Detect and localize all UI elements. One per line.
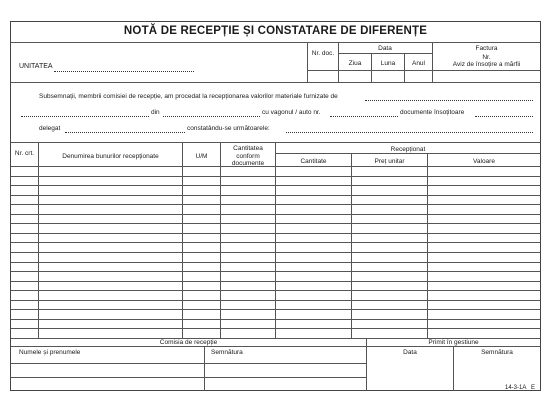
cantitate-cell[interactable] [277, 224, 351, 232]
pret-unitar-cell[interactable] [353, 186, 427, 194]
nr-crt-cell[interactable] [12, 167, 38, 175]
luna-label: Luna [380, 60, 396, 67]
cantitate-cell[interactable] [277, 205, 351, 213]
cantitatea-cell[interactable] [222, 291, 275, 299]
valoare-cell[interactable] [429, 329, 539, 337]
valoare-cell[interactable] [429, 243, 539, 251]
valoare-cell[interactable] [429, 310, 539, 318]
pret-unitar-cell[interactable] [353, 291, 427, 299]
valoare-cell[interactable] [429, 291, 539, 299]
nr-crt-cell[interactable] [12, 310, 38, 318]
valoare-cell[interactable] [429, 196, 539, 204]
valoare-cell[interactable] [429, 282, 539, 290]
anul-field[interactable] [405, 71, 432, 81]
nr-crt-cell[interactable] [12, 186, 38, 194]
form-title: NOTĂ DE RECEPȚIE ȘI CONSTATARE DE DIFERENȚE [123, 25, 428, 37]
nr-crt-cell[interactable] [12, 329, 38, 337]
denumirea-cell[interactable] [40, 282, 182, 290]
pret-unitar-cell[interactable] [353, 224, 427, 232]
valoare-cell[interactable] [429, 301, 539, 309]
statement-line1: Subsemnații, membrii comisiei de recepție, am procedat la recepționarea valorilor materiale furnizate de [39, 93, 338, 100]
um-header: U/M [195, 153, 208, 160]
nr-crt-cell[interactable] [12, 177, 38, 185]
nr-doc-label: Nr. doc. [311, 50, 335, 57]
title-divider [11, 42, 540, 43]
comisie-signatures-field[interactable] [205, 357, 365, 390]
furnizor-field[interactable] [365, 100, 533, 101]
cantitatea-cell[interactable] [222, 272, 275, 280]
primit-data-label: Data [403, 349, 417, 356]
nr-crt-cell[interactable] [12, 234, 38, 242]
nr-crt-header: Nr. crt. [14, 150, 35, 157]
denumirea-cell[interactable] [40, 329, 182, 337]
nr-crt-cell[interactable] [12, 320, 38, 328]
cantitate-cell[interactable] [277, 310, 351, 318]
um-cell[interactable] [184, 167, 220, 175]
cantitate-cell[interactable] [277, 234, 351, 242]
primit-data-field[interactable] [367, 357, 452, 390]
cantitate-header: Cantitate [300, 158, 327, 165]
um-cell[interactable] [184, 282, 220, 290]
receptionat-header: Recepționat [390, 146, 426, 153]
anul-label: Anul [411, 60, 425, 67]
cantitatea-cell[interactable] [222, 301, 275, 309]
denumirea-cell[interactable] [40, 186, 182, 194]
cantitate-cell[interactable] [277, 186, 351, 194]
cantitatea-cell[interactable] [222, 282, 275, 290]
numele-label: Numele și prenumele [19, 349, 81, 356]
unitatea-label: UNITATEA [19, 63, 53, 70]
pret-unitar-cell[interactable] [353, 301, 427, 309]
nr-crt-cell[interactable] [12, 263, 38, 271]
semnatura-label: Semnătura [211, 349, 243, 356]
pret-unitar-cell[interactable] [353, 282, 427, 290]
factura-label: Factura [475, 45, 498, 52]
valoare-cell[interactable] [429, 272, 539, 280]
factura-nr-label: Nr. [482, 54, 491, 61]
ziua-label: Ziua [348, 60, 362, 67]
pret-unitar-cell[interactable] [353, 329, 427, 337]
pret-unitar-cell[interactable] [353, 215, 427, 223]
cantitate-cell[interactable] [277, 177, 351, 185]
ziua-field[interactable] [339, 71, 371, 81]
pret-unitar-cell[interactable] [353, 243, 427, 251]
denumirea-cell[interactable] [40, 301, 182, 309]
form-code-suffix: E [531, 385, 536, 391]
documente-field[interactable] [475, 116, 533, 117]
aviz-label: Aviz de însoțire a mărfii [452, 61, 521, 68]
denumirea-cell[interactable] [40, 243, 182, 251]
cantitate-cell[interactable] [277, 196, 351, 204]
cantitatea-header: Cantitatea conform documente [231, 145, 265, 167]
pret-unitar-cell[interactable] [353, 205, 427, 213]
um-cell[interactable] [184, 186, 220, 194]
um-cell[interactable] [184, 263, 220, 271]
nr-crt-cell[interactable] [12, 272, 38, 280]
reception-note-form [10, 21, 541, 391]
valoare-header: Valoare [473, 158, 495, 165]
pret-unitar-cell[interactable] [353, 196, 427, 204]
nr-crt-cell[interactable] [12, 282, 38, 290]
denumirea-cell[interactable] [40, 196, 182, 204]
cantitate-cell[interactable] [277, 253, 351, 261]
pret-unitar-cell[interactable] [353, 234, 427, 242]
nr-crt-cell[interactable] [12, 291, 38, 299]
denumirea-cell[interactable] [40, 215, 182, 223]
valoare-cell[interactable] [429, 167, 539, 175]
vagon-label: cu vagonul / auto nr. [262, 109, 321, 116]
cantitatea-cell[interactable] [222, 243, 275, 251]
valoare-cell[interactable] [429, 215, 539, 223]
valoare-cell[interactable] [429, 253, 539, 261]
documente-label: documente însoțitoare [400, 109, 465, 116]
um-cell[interactable] [184, 310, 220, 318]
um-cell[interactable] [184, 215, 220, 223]
pret-unitar-cell[interactable] [353, 167, 427, 175]
cantitate-cell[interactable] [277, 301, 351, 309]
pret-unitar-cell[interactable] [353, 320, 427, 328]
nr-crt-cell[interactable] [12, 196, 38, 204]
pret-unitar-cell[interactable] [353, 177, 427, 185]
nr-crt-cell[interactable] [12, 205, 38, 213]
nr-crt-cell[interactable] [12, 224, 38, 232]
primit-semnatura-label: Semnătura [481, 349, 513, 356]
cantitate-cell[interactable] [277, 320, 351, 328]
nr-crt-cell[interactable] [12, 301, 38, 309]
pret-unitar-cell[interactable] [353, 272, 427, 280]
header-bottom-line [11, 82, 540, 83]
um-cell[interactable] [184, 177, 220, 185]
um-cell[interactable] [184, 272, 220, 280]
um-cell[interactable] [184, 291, 220, 299]
cantitatea-cell[interactable] [222, 310, 275, 318]
cantitatea-cell[interactable] [222, 263, 275, 271]
din-label: din [151, 109, 160, 116]
nr-crt-cell[interactable] [12, 243, 38, 251]
denumirea-cell[interactable] [40, 320, 182, 328]
pret-unitar-cell[interactable] [353, 253, 427, 261]
denumirea-cell[interactable] [40, 234, 182, 242]
denumirea-cell[interactable] [40, 167, 182, 175]
factura-field[interactable] [433, 71, 540, 81]
cantitatea-cell[interactable] [222, 234, 275, 242]
um-cell[interactable] [184, 243, 220, 251]
cantitate-cell[interactable] [277, 215, 351, 223]
denumirea-header: Denumirea bunurilor recepționate [62, 153, 159, 160]
valoare-cell[interactable] [429, 205, 539, 213]
furnizor-continued-field[interactable] [21, 116, 149, 117]
cantitatea-cell[interactable] [222, 253, 275, 261]
cantitatea-cell[interactable] [222, 196, 275, 204]
um-cell[interactable] [184, 224, 220, 232]
cantitate-cell[interactable] [277, 329, 351, 337]
cantitatea-cell[interactable] [222, 320, 275, 328]
vagon-field[interactable] [330, 116, 398, 117]
delegat-field[interactable] [65, 132, 185, 133]
cantitate-cell[interactable] [277, 243, 351, 251]
um-cell[interactable] [184, 320, 220, 328]
denumirea-cell[interactable] [40, 224, 182, 232]
um-cell[interactable] [184, 329, 220, 337]
cantitate-cell[interactable] [277, 167, 351, 175]
denumirea-cell[interactable] [40, 205, 182, 213]
primit-label: Primit în gestiune [428, 339, 479, 346]
denumirea-cell[interactable] [40, 272, 182, 280]
nr-crt-cell[interactable] [12, 215, 38, 223]
cantitatea-cell[interactable] [222, 215, 275, 223]
nr-crt-cell[interactable] [12, 253, 38, 261]
cantitate-cell[interactable] [277, 282, 351, 290]
denumirea-cell[interactable] [40, 291, 182, 299]
din-field[interactable] [163, 116, 260, 117]
denumirea-cell[interactable] [40, 263, 182, 271]
valoare-cell[interactable] [429, 263, 539, 271]
um-cell[interactable] [184, 196, 220, 204]
unitatea-field[interactable] [54, 71, 194, 72]
cantitatea-cell[interactable] [222, 167, 275, 175]
nr-doc-field[interactable] [308, 71, 338, 81]
um-cell[interactable] [184, 301, 220, 309]
cantitatea-cell[interactable] [222, 329, 275, 337]
um-cell[interactable] [184, 205, 220, 213]
valoare-cell[interactable] [429, 320, 539, 328]
cantitatea-cell[interactable] [222, 205, 275, 213]
pret-unitar-header: Preț unitar [374, 158, 405, 165]
cantitate-cell[interactable] [277, 263, 351, 271]
cantitatea-cell[interactable] [222, 186, 275, 194]
pret-unitar-cell[interactable] [353, 310, 427, 318]
constatari-field[interactable] [286, 132, 533, 133]
data-label: Data [378, 45, 392, 52]
valoare-cell[interactable] [429, 234, 539, 242]
constatand-label: constatându-se următoarele: [187, 125, 270, 132]
valoare-cell[interactable] [429, 186, 539, 194]
denumirea-cell[interactable] [40, 177, 182, 185]
denumirea-cell[interactable] [40, 310, 182, 318]
um-cell[interactable] [184, 234, 220, 242]
comisia-label: Comisia de recepție [159, 339, 218, 346]
valoare-cell[interactable] [429, 224, 539, 232]
um-cell[interactable] [184, 253, 220, 261]
cantitatea-cell[interactable] [222, 177, 275, 185]
valoare-cell[interactable] [429, 177, 539, 185]
pret-unitar-cell[interactable] [353, 263, 427, 271]
delegat-label: delegat [39, 125, 61, 132]
comisie-names-field[interactable] [12, 357, 203, 390]
luna-field[interactable] [372, 71, 404, 81]
denumirea-cell[interactable] [40, 253, 182, 261]
cantitatea-cell[interactable] [222, 224, 275, 232]
cantitate-cell[interactable] [277, 272, 351, 280]
form-code: 14-3-1A [505, 385, 527, 391]
cantitate-cell[interactable] [277, 291, 351, 299]
